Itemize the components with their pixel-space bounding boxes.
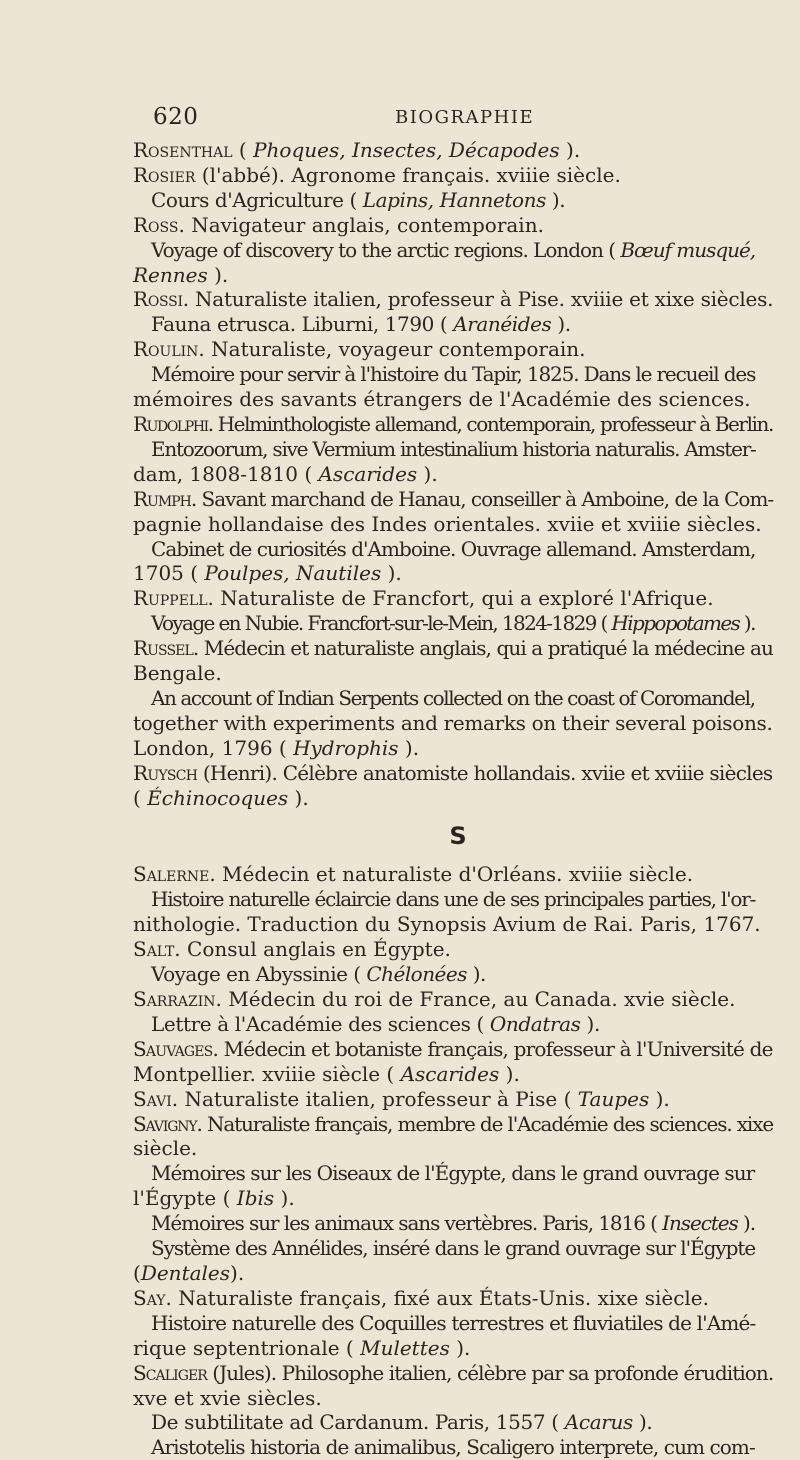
entry-text: Naturaliste français, membre de l'Académie des sciences. xixe — [201, 1111, 774, 1136]
entry-text: Entozoorum, sive Vermium intestinalium historia naturalis. Amster- — [151, 436, 756, 461]
entry-text: Voyage en Nubie. Francfort-sur-le-Mein, 1824-1829 ( — [151, 611, 612, 636]
entry-text-line — [133, 312, 773, 337]
entry-text-end: ). — [274, 1186, 295, 1211]
entry-text-line — [133, 238, 773, 263]
entry-text-line — [133, 512, 773, 537]
entry-text: dam, 1808-1810 ( — [133, 461, 319, 486]
entry-text: Mémoires sur les animaux sans vertèbres. Paris, 1816 ( — [151, 1211, 663, 1236]
entry-text: Médecin et naturaliste anglais, qui a pratiqué la médecine au — [198, 636, 773, 661]
entry-text: Mémoire pour servir à l'histoire du Tapir, 1825. Dans le recueil des — [151, 362, 756, 387]
entry-text: Naturaliste de Francfort, qui a exploré l'Afrique. — [213, 586, 714, 611]
entry-text: mémoires des savants étrangers de l'Académie des sciences. — [133, 387, 751, 412]
species-italic: Hydrophis — [293, 735, 399, 760]
entry-text: De subtilitate ad Cardanum. Paris, 1557 ( — [151, 1410, 565, 1435]
entry-text: Savant marchand de Hanau, conseiller à Amboine, de la Com- — [196, 486, 774, 511]
entry-text-end: ). — [739, 611, 755, 636]
entry-text-end: ). — [207, 262, 229, 287]
entry-text: Naturaliste français, fixé aux États-Unis. xixe siècle. — [171, 1285, 710, 1310]
entry-text-end: ). — [545, 187, 566, 212]
entry-text-line — [133, 437, 773, 462]
entry-heading-line — [133, 761, 773, 786]
entry-text-line — [133, 1410, 773, 1435]
author-name: Ruppell. — [133, 586, 214, 611]
species-italic: Échinocoques — [147, 785, 289, 810]
entry-text-line — [133, 1435, 773, 1460]
section-letter: S — [449, 822, 467, 851]
entry-text-end: ). — [499, 1061, 520, 1086]
entry-text-end: ). — [632, 1410, 653, 1435]
species-italic: Dentales — [140, 1260, 231, 1285]
entry-heading-line — [133, 937, 773, 962]
entry-text-line — [133, 462, 773, 487]
entry-heading-line — [133, 412, 773, 437]
species-italic: Taupes — [577, 1086, 650, 1111]
species-italic: Mulettes — [360, 1335, 450, 1360]
entry-heading-line — [133, 636, 773, 661]
entry-text: Aristotelis historia de animalibus, Scaligero interprete, cum com- — [151, 1435, 755, 1460]
author-name: Savigny. — [133, 1111, 202, 1136]
entry-text-line — [133, 1161, 773, 1186]
entry-heading-line — [133, 1087, 773, 1112]
entry-text: Voyage of discovery to the arctic regions. London ( — [151, 237, 621, 262]
entry-heading-line — [133, 1112, 773, 1137]
author-name: Rossi. — [133, 287, 189, 312]
author-name: Sarrazin. — [133, 987, 222, 1011]
entry-text: Médecin et botaniste français, professeur à l'Université de — [218, 1036, 773, 1061]
entry-text: l'Égypte ( — [133, 1186, 237, 1211]
entry-text-line — [133, 1236, 773, 1261]
entry-text: siècle. — [133, 1136, 198, 1161]
entries-r — [133, 138, 773, 810]
entry-text-line — [133, 1336, 773, 1361]
species-italic: Poulpes, Nautiles — [204, 561, 382, 586]
entry-text-line — [133, 786, 773, 811]
entry-text-line — [133, 537, 773, 562]
entry-text-end: ). — [288, 785, 309, 810]
entry-text-end: ). — [551, 312, 571, 337]
entry-heading-line — [133, 487, 773, 512]
species-italic: Insectes — [662, 1211, 738, 1236]
entry-text: rique septentrionale ( — [133, 1335, 361, 1360]
entry-text: Naturaliste, voyageur contemporain. — [204, 337, 586, 362]
species-italic: Ascarides — [400, 1061, 500, 1086]
entry-heading-line — [133, 287, 773, 312]
species-italic: Aranéides — [453, 312, 552, 337]
entry-text-end: ). — [559, 138, 581, 162]
entry-text-line — [133, 1261, 773, 1286]
entry-text: Naturaliste italien, professeur à Pise. xviiie et xixe siècles. — [188, 287, 774, 312]
entry-text-line — [133, 387, 773, 412]
author-name: Scaliger — [133, 1360, 207, 1385]
entry-text-line — [133, 736, 773, 761]
entry-heading-line — [133, 138, 773, 163]
author-name: Rudolphi. — [133, 411, 213, 436]
entry-text: An account of Indian Serpents collected on the coast of Coromandel, — [151, 685, 755, 710]
entry-text: Cabinet de curiosités d'Amboine. Ouvrage allemand. Amsterdam, — [151, 536, 756, 561]
entry-text-end: ). — [381, 561, 402, 586]
entry-text-end: ). — [417, 461, 438, 486]
page-number: 620 — [153, 104, 199, 130]
entry-text: Helminthologiste allemand, contemporain, professeur à Berlin. — [212, 411, 773, 436]
entry-text: London, 1796 ( — [133, 735, 294, 760]
entry-text: Montpellier. xviiie siècle ( — [133, 1061, 401, 1086]
author-name: Say. — [133, 1285, 172, 1310]
entry-heading-line — [133, 987, 773, 1012]
entry-text: xve et xvie siècles. — [133, 1385, 322, 1410]
entry-text-end: ). — [230, 1260, 245, 1285]
entry-text: Cours d'Agriculture ( — [151, 187, 363, 212]
entry-text: (Henri). Célèbre anatomiste hollandais. xviie et xviiie siècles — [197, 760, 773, 785]
species-italic: Lapins, Hannetons — [362, 187, 546, 212]
entry-text-end: ). — [449, 1335, 471, 1360]
species-italic: Rennes — [133, 262, 208, 287]
entry-heading-line — [133, 586, 773, 611]
entry-text-line — [133, 263, 773, 288]
entry-text-line — [133, 1311, 773, 1336]
entry-text-line — [133, 1386, 773, 1411]
entry-text-line — [133, 188, 773, 213]
author-name: Rosenthal — [133, 138, 233, 162]
entry-heading-line — [133, 337, 773, 362]
author-name: Savi. — [133, 1086, 179, 1111]
entry-text: (Jules). Philosophe italien, célèbre par sa profonde érudition. — [206, 1360, 774, 1385]
entry-text-end: ). — [398, 735, 420, 760]
entry-text: Médecin du roi de France, au Canada. xvie siècle. — [221, 987, 736, 1011]
entry-text: Lettre à l'Académie des sciences ( — [151, 1011, 490, 1036]
entry-text-line — [133, 1186, 773, 1211]
entry-text-line — [133, 1012, 773, 1037]
running-title: BIOGRAPHIE — [395, 107, 535, 128]
entry-text-line — [133, 1211, 773, 1236]
entry-text-line — [133, 686, 773, 711]
author-name: Sauvages. — [133, 1036, 219, 1061]
entry-text-line — [133, 711, 773, 736]
species-italic: Chélonées — [366, 962, 467, 987]
species-italic: Hippopotames — [611, 611, 740, 636]
entry-text: Système des Annélides, inséré dans le grand ouvrage sur l'Égypte — [151, 1236, 756, 1261]
entry-heading-line — [133, 1037, 773, 1062]
entry-heading-line — [133, 163, 773, 188]
entry-text: Voyage en Abyssinie ( — [151, 962, 367, 987]
entry-text-line — [133, 1062, 773, 1087]
entry-text-line — [133, 362, 773, 387]
entry-text-end: ). — [649, 1086, 670, 1111]
author-name: Rumph. — [133, 486, 197, 511]
entry-text: Histoire naturelle des Coquilles terrestres et fluviatiles de l'Amé- — [151, 1310, 756, 1335]
entry-heading-line — [133, 1361, 773, 1386]
page-header — [0, 104, 800, 134]
species-italic: Acarus — [564, 1410, 633, 1435]
entry-text-end: ). — [466, 962, 486, 987]
entry-heading-line — [133, 862, 773, 887]
entries-s — [133, 862, 773, 1460]
species-italic: Ascarides — [318, 461, 418, 486]
entry-text: Histoire naturelle éclaircie dans une de ses principales parties, l'or- — [151, 887, 756, 912]
author-name: Ruysch — [133, 760, 198, 785]
entry-text-line — [133, 561, 773, 586]
entry-text: Naturaliste italien, professeur à Pise ( — [178, 1086, 578, 1111]
entry-text: nithologie. Traduction du Synopsis Avium de Rai. Paris, 1767. — [133, 912, 761, 937]
entry-text: together with experiments and remarks on their several poisons. — [133, 710, 773, 735]
author-name: Russel. — [133, 636, 199, 661]
author-name: Salt. — [133, 937, 181, 962]
entry-heading-line — [133, 1286, 773, 1311]
entry-text: pagnie hollandaise des Indes orientales. xviie et xviiie siècles. — [133, 511, 762, 536]
author-name: Ross. — [133, 212, 185, 237]
entry-text: ( — [232, 138, 254, 162]
entry-text-line — [133, 661, 773, 686]
entry-text: ( — [133, 1260, 141, 1285]
entry-text: Bengale. — [133, 661, 222, 686]
entry-text: (l'abbé). Agronome français. xviiie siècle. — [195, 162, 621, 187]
author-name: Rosier — [133, 162, 196, 187]
entry-text-line — [133, 1136, 773, 1161]
species-italic: Phoques, Insectes, Décapodes — [253, 138, 560, 162]
species-italic: Ibis — [236, 1186, 275, 1211]
entry-text: ( — [133, 785, 148, 810]
entry-heading-line — [133, 213, 773, 238]
entry-text-line — [133, 611, 773, 636]
entry-text: 1705 ( — [133, 561, 205, 586]
author-name: Salerne. — [133, 862, 216, 887]
entry-text-line — [133, 912, 773, 937]
entry-text: Consul anglais en Égypte. — [180, 937, 451, 962]
entry-text-line — [133, 887, 773, 912]
entry-text-end: ). — [580, 1011, 600, 1036]
entry-text: Fauna etrusca. Liburni, 1790 ( — [151, 312, 454, 337]
entry-text: Médecin et naturaliste d'Orléans. xviiie siècle. — [215, 862, 694, 887]
author-name: Roulin. — [133, 337, 205, 362]
species-italic: Ondatras — [489, 1011, 581, 1036]
entry-text-end: ). — [737, 1211, 756, 1236]
entry-text: Navigateur anglais, contemporain. — [184, 212, 544, 237]
entry-text: Mémoires sur les Oiseaux de l'Égypte, dans le grand ouvrage sur — [151, 1161, 755, 1186]
page-body — [133, 138, 773, 1460]
entry-text-line — [133, 962, 773, 987]
species-italic: Bœuf musqué, — [620, 237, 756, 262]
